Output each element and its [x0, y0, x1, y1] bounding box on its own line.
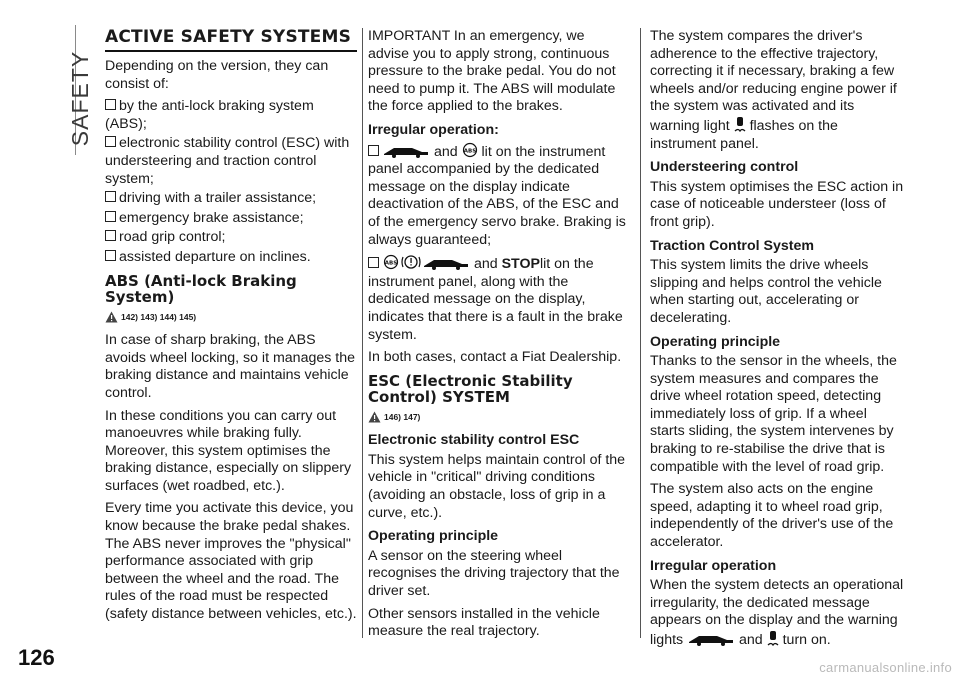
column-3 [650, 28, 905, 655]
brake-circle-icon [400, 254, 422, 270]
column-2 [368, 28, 628, 646]
subheading: Operating principle [368, 528, 499, 545]
warning-triangle-icon [105, 311, 118, 323]
warning-triangle-icon [368, 411, 381, 423]
esc-warning-light-icon [734, 116, 746, 132]
paragraph: In case of sharp braking, the ABS avoids wheel locking, so it manages the braking distance and maintains vehicle control. [105, 332, 355, 401]
bullet-box-icon [368, 145, 379, 156]
bullet-box-icon [105, 99, 116, 110]
esc-skid-icon [382, 144, 430, 158]
warning-reference [105, 309, 357, 327]
paragraph: This system limits the drive wheels slipping and helps control the vehicle when starting out, accelerating or decelerating. [650, 257, 882, 326]
column-divider [640, 28, 641, 638]
watermark[interactable]: carmanualsonline.info [819, 660, 952, 675]
stop-label: STOP [501, 256, 540, 273]
list-item: driving with a trailer assistance; [105, 190, 357, 208]
section-label-text: SAFETY [67, 50, 94, 147]
column-1 [105, 28, 357, 629]
irregular-operation-heading: Irregular operation: [368, 121, 499, 138]
paragraph: In both cases, contact a Fiat Dealership. [368, 349, 622, 366]
bullet-box-icon [105, 230, 116, 241]
paragraph: Thanks to the sensor in the wheels, the system measures and compares the drive wheel rotation speed, detecting immediately loss of grip. If a wheel starts sliding, the system intervenes by braking to re-stabilise the drive that is compatible with the level of road grip. [650, 353, 897, 475]
paragraph: A sensor on the steering wheel recognises the driving trajectory that the driver set. [368, 547, 620, 600]
abs-heading: ABS (Anti-lock Braking System) [105, 271, 297, 307]
paragraph: The system compares the driver's adherence to the effective trajectory, correcting it if necessary, braking a few wheels and/or reducing engine power if the system was activated and its warning light flashes on the instrument panel. [650, 28, 897, 152]
esc-warning-light-icon [767, 630, 779, 646]
paragraph: ABS and STOPlit on the instrument panel, along with the dedicated message on the display, indicates that there is a fault in the brake system. [368, 256, 623, 343]
bullet-box-icon [368, 257, 379, 268]
section-side-label [55, 25, 94, 155]
esc-skid-icon [687, 632, 735, 646]
important-note: IMPORTANT In an emergency, we advise you to apply strong, continuous pressure to the brake pedal. You do not need to pump it. The ABS will modulate the force applied to the brakes. [368, 28, 616, 115]
list-item: emergency brake assistance; [105, 210, 357, 228]
page-number: 126 [18, 645, 55, 670]
list-item: assisted departure on inclines. [105, 249, 357, 267]
abs-icon [462, 142, 478, 158]
warning-refs: 142) 143) 144) 145) [121, 311, 197, 322]
warning-reference [368, 409, 628, 427]
bullet-box-icon [105, 250, 116, 261]
warning-refs: 146) 147) [384, 411, 421, 422]
esc-skid-icon [422, 256, 470, 270]
esc-heading: ESC (Electronic Stability Control) SYSTEM [368, 371, 573, 407]
paragraph: In these conditions you can carry out manoeuvres while braking fully. Moreover, this system optimises the braking distance, especially on slippery surfaces (wet roadbed, etc.). [105, 407, 352, 494]
list-item: electronic stability control (ESC) with understeering and traction control system; [105, 135, 350, 187]
list-item: by the anti-lock braking system (ABS); [105, 98, 314, 132]
subheading: Operating principle [650, 333, 781, 350]
subheading: Understeering control [650, 159, 799, 176]
paragraph: This system helps maintain control of the vehicle in "critical" driving conditions (avoiding an obstacle, loss of grip in a curve, etc.). [368, 451, 626, 521]
section-title: ACTIVE SAFETY SYSTEMS [105, 28, 357, 52]
subheading: Irregular operation [650, 557, 777, 574]
bullet-box-icon [105, 191, 116, 202]
paragraph: When the system detects an operational irregularity, the dedicated message appears on the display and the warning lights and turn on. [650, 577, 904, 648]
paragraph: This system optimises the ESC action in case of noticeable understeer (loss of front grip). [650, 178, 904, 230]
paragraph: The system also acts on the engine speed, adapting it to wheel road grip, independently of the driver's use of the accelerator. [650, 481, 894, 551]
abs-icon [382, 254, 400, 270]
subheading: Traction Control System [650, 237, 814, 254]
subheading: Electronic stability control ESC [368, 432, 580, 449]
list-item: road grip control; [105, 229, 357, 247]
intro-text: Depending on the version, they can consist of: [105, 58, 329, 92]
bullet-box-icon [105, 136, 116, 147]
column-divider [362, 28, 363, 638]
paragraph: Other sensors installed in the vehicle measure the real trajectory. [368, 605, 600, 640]
paragraph: Every time you activate this device, you know because the brake pedal shakes. The ABS never improves the "physical" performance associated with grip between the wheel and the road. The rules of the road must be respected (safety distance between vehicles, etc.). [105, 500, 357, 623]
svg-text:ABS: ABS [384, 260, 398, 267]
svg-text:ABS: ABS [463, 148, 476, 155]
paragraph: and ABS lit on the instrument panel accompanied by the dedicated message on the display indicate deactivation of the ABS, of the ESC and of the emergency servo brake. Braking is always guaranteed; [368, 143, 626, 248]
bullet-box-icon [105, 211, 116, 222]
